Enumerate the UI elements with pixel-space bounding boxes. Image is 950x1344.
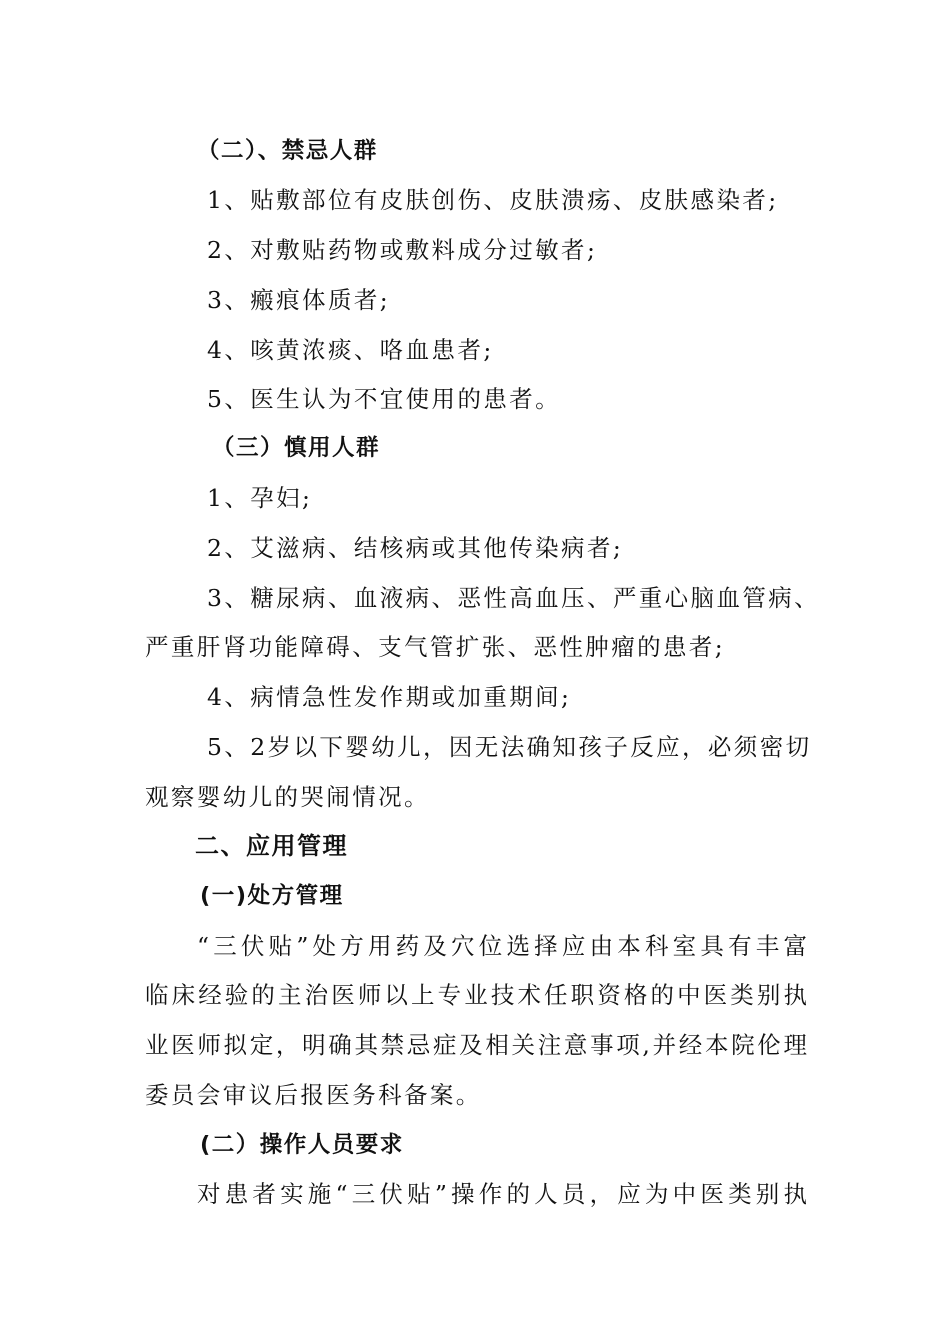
list-item: 5、医生认为不宜使用的患者。	[207, 385, 562, 413]
list-item: 2、对敷贴药物或敷料成分过敏者;	[207, 236, 598, 264]
paragraph-line: 业医师拟定，明确其禁忌症及相关注意事项,并经本院伦理	[145, 1031, 807, 1059]
list-item-continuation: 观察婴幼儿的哭闹情况。	[145, 783, 430, 811]
subsection-heading-prescription: (一)处方管理	[200, 883, 344, 909]
list-item: 1、贴敷部位有皮肤创伤、皮肤溃疡、皮肤感染者;	[207, 186, 779, 214]
paragraph-line: 委员会审议后报医务科备案。	[145, 1081, 482, 1109]
section-heading-caution: （三）慎用人群	[212, 435, 381, 461]
list-item: 3、瘢痕体质者;	[207, 286, 391, 314]
list-item: 1、孕妇;	[207, 484, 313, 512]
list-item: 4、病情急性发作期或加重期间;	[207, 683, 572, 711]
subsection-heading-operator: (二）操作人员要求	[200, 1132, 404, 1158]
paragraph-line: “三伏贴”处方用药及穴位选择应由本科室具有丰富	[197, 932, 807, 960]
paragraph-line: 临床经验的主治医师以上专业技术任职资格的中医类别执	[145, 981, 807, 1009]
list-item: 4、咳黄浓痰、咯血患者;	[207, 336, 494, 364]
list-item: 3、糖尿病、血液病、恶性高血压、严重心脑血管病、	[207, 584, 821, 612]
list-item: 5、2岁以下婴幼儿，因无法确知孩子反应，必须密切	[207, 733, 812, 761]
section-heading-management: 二、应用管理	[195, 832, 348, 860]
section-heading-contraindicated: （二）、禁忌人群	[197, 138, 378, 164]
paragraph-line: 对患者实施“三伏贴”操作的人员，应为中医类别执	[197, 1180, 807, 1208]
list-item-continuation: 严重肝肾功能障碍、支气管扩张、恶性肿瘤的患者;	[145, 633, 726, 661]
list-item: 2、艾滋病、结核病或其他传染病者;	[207, 534, 624, 562]
